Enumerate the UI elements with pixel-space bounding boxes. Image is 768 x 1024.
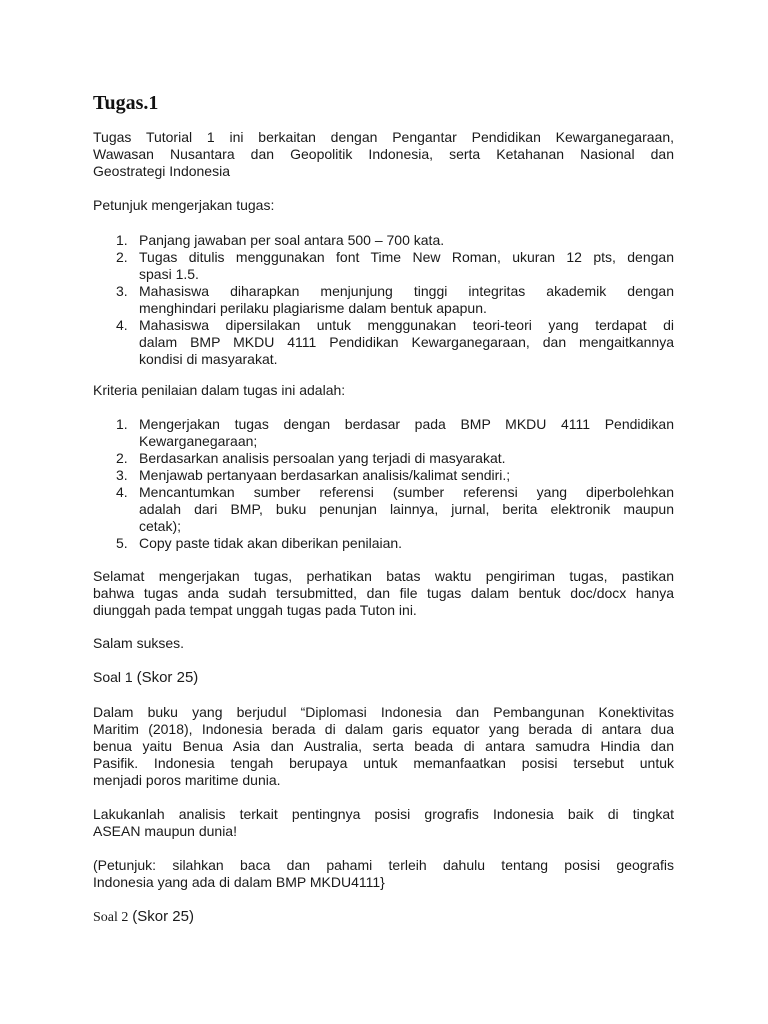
selamat-line-1: Selamat mengerjakan tugas, perhatikan batas waktu pengiriman tugas, pastikan: [93, 568, 674, 584]
salam-text: Salam sukses.: [93, 635, 185, 651]
lakukanlah-line-2: ASEAN maupun dunia!: [93, 823, 237, 839]
petunjuk-item-1-line-1: Panjang jawaban per soal antara 500 – 700 kata.: [139, 232, 445, 248]
kriteria-item-5-line-1: Copy paste tidak akan diberikan penilaian.: [139, 535, 403, 551]
kriteria-item-3-number: 3.: [116, 467, 128, 483]
intro-line-2: Wawasan Nusantara dan Geopolitik Indonesia, serta Ketahanan Nasional dan: [93, 146, 674, 162]
soal-2-heading: [93, 908, 194, 926]
soal-1-line-1: Dalam buku yang berjudul “Diplomasi Indonesia dan Pembangunan Konektivitas: [93, 704, 674, 720]
kriteria-item-5-number: 5.: [116, 535, 128, 551]
soal-1-line-4: Pasifik. Indonesia tengah berupaya untuk memanfaatkan posisi tersebut untuk: [93, 755, 674, 771]
petunjuk-item-2-line-1: Tugas ditulis menggunakan font Time New Roman, ukuran 12 pts, dengan: [139, 249, 674, 265]
kriteria-item-3-line-1: Menjawab pertanyaan berdasarkan analisis/kalimat sendiri.;: [139, 467, 511, 483]
kriteria-item-4-line-3: cetak);: [139, 518, 182, 534]
petunjuk-item-3-number: 3.: [116, 283, 128, 299]
petunjuk-item-4-line-3: kondisi di masyarakat.: [139, 351, 278, 367]
petunjuk-item-4-line-2: dalam BMP MKDU 4111 Pendidikan Kewarganegaraan, dan mengaitkannya: [139, 334, 674, 350]
kriteria-item-4-number: 4.: [116, 484, 128, 500]
petunjuk-heading: Petunjuk mengerjakan tugas:: [93, 197, 275, 213]
intro-line-1: Tugas Tutorial 1 ini berkaitan dengan Pengantar Pendidikan Kewarganegaraan,: [93, 129, 674, 145]
petunjuk-note-line-1: (Petunjuk: silahkan baca dan pahami terleih dahulu tentang posisi geografis: [93, 857, 674, 873]
petunjuk-item-2-number: 2.: [116, 249, 128, 265]
kriteria-item-1-line-1: Mengerjakan tugas dengan berdasar pada BMP MKDU 4111 Pendidikan: [139, 416, 674, 432]
kriteria-item-4-line-1: Mencantumkan sumber referensi (sumber referensi yang diperbolehkan: [139, 484, 674, 500]
soal-1-line-3: benua yaitu Benua Asia dan Australia, serta beada di antara samudra Hindia dan: [93, 738, 674, 754]
soal-1-line-5: menjadi poros maritime dunia.: [93, 772, 281, 788]
intro-line-3: Geostrategi Indonesia: [93, 163, 230, 179]
petunjuk-item-3-line-2: menghindari perilaku plagiarisme dalam bentuk apapun.: [139, 300, 487, 316]
soal-2-skor: (Skor 25): [132, 908, 194, 925]
kriteria-item-4-line-2: adalah dari BMP, buku penunjan lainnya, jurnal, berita elektronik maupun: [139, 501, 674, 517]
soal-1-skor: (Skor 25): [136, 669, 199, 686]
lakukanlah-line-1: Lakukanlah analisis terkait pentingnya posisi grografis Indonesia baik di tingkat: [93, 806, 674, 822]
selamat-line-3: diunggah pada tempat unggah tugas pada Tuton ini.: [93, 602, 417, 618]
soal-1-label: Soal 1: [93, 669, 133, 685]
kriteria-item-2-number: 2.: [116, 450, 128, 466]
petunjuk-item-4-number: 4.: [116, 317, 128, 333]
soal-2-label: Soal 2: [93, 910, 129, 925]
petunjuk-item-4-line-1: Mahasiswa dipersilakan untuk menggunakan teori-teori yang terdapat di: [139, 317, 674, 333]
kriteria-heading: Kriteria penilaian dalam tugas ini adalah:: [93, 382, 346, 398]
petunjuk-item-3-line-1: Mahasiswa diharapkan menjunjung tinggi integritas akademik dengan: [139, 283, 674, 299]
petunjuk-note-line-2: Indonesia yang ada di dalam BMP MKDU4111}: [93, 874, 385, 890]
soal-1-line-2: Maritim (2018), Indonesia berada di dalam garis equator yang berada di antara dua: [93, 721, 674, 737]
kriteria-item-1-line-2: Kewarganegaraan;: [139, 433, 258, 449]
kriteria-item-1-number: 1.: [116, 416, 128, 432]
selamat-line-2: bahwa tugas anda sudah tersubmitted, dan file tugas dalam bentuk doc/docx hanya: [93, 585, 674, 601]
kriteria-item-2-line-1: Berdasarkan analisis persoalan yang terjadi di masyarakat.: [139, 450, 506, 466]
page-title: Tugas.1: [93, 92, 159, 114]
petunjuk-item-2-line-2: spasi 1.5.: [139, 266, 199, 282]
soal-1-heading: [93, 669, 198, 686]
petunjuk-item-1-number: 1.: [116, 232, 128, 248]
